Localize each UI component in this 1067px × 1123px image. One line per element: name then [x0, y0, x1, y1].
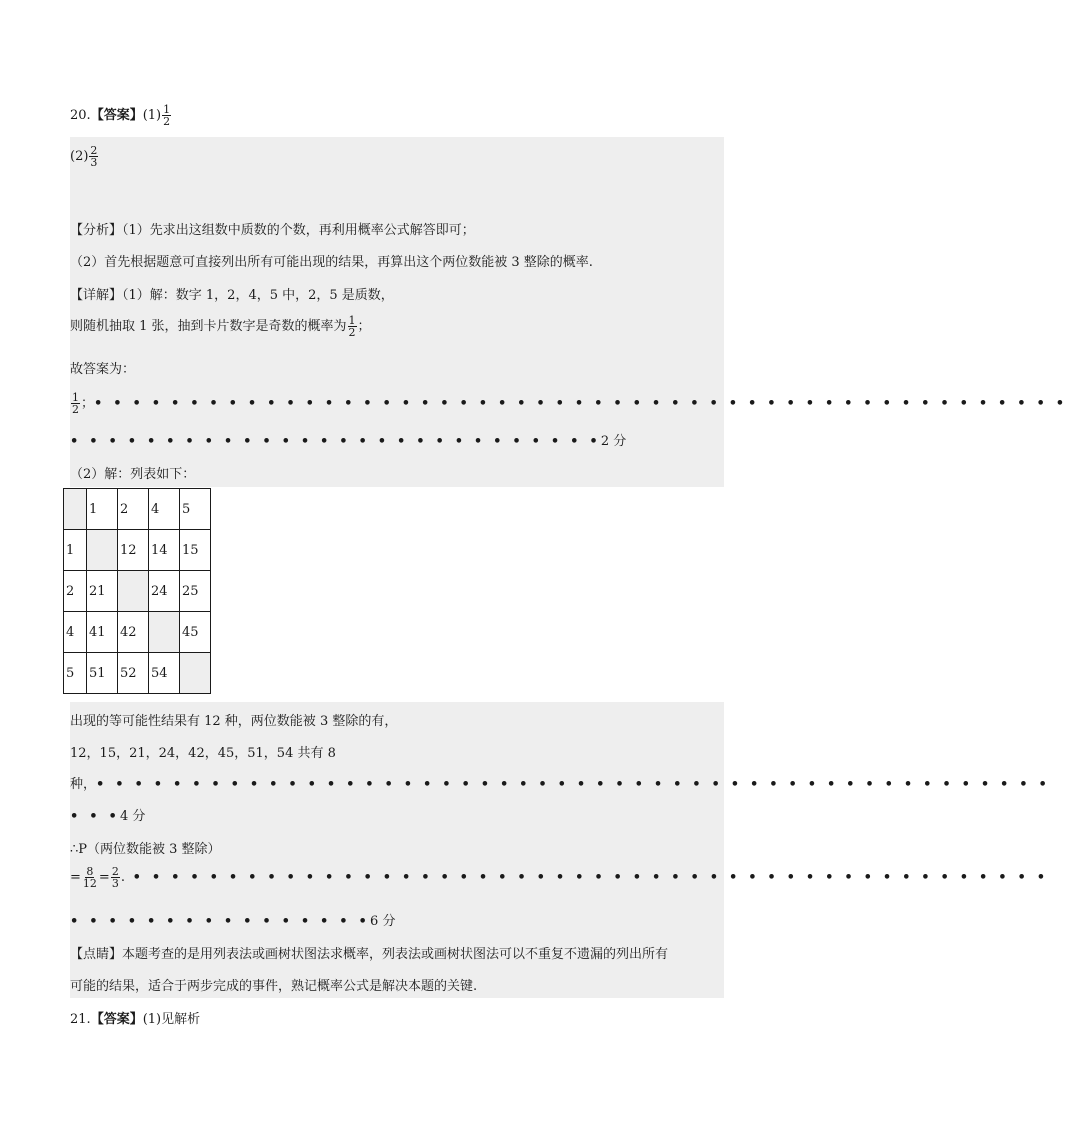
fraction-numerator: 8	[86, 865, 94, 878]
table-row	[64, 653, 211, 694]
prob-eq-line	[70, 865, 1049, 890]
q20-part2-fraction	[89, 145, 98, 168]
result-kind: 种，	[70, 777, 97, 792]
score3: 6 分	[370, 914, 396, 929]
q21-answer-line	[70, 1008, 200, 1027]
q20-part1-fraction	[162, 104, 171, 127]
answer-dots-line	[70, 391, 1067, 416]
dot-leader: • • • • • • • • • • • • • • • • • • • • • • • • • • • • • • • • • • • • • • • • • • • • • • • • • •	[96, 777, 1051, 792]
q20-part2-label: (2)	[70, 149, 89, 164]
table-cell: 51	[87, 653, 118, 694]
table-cell: 12	[118, 530, 149, 571]
dot-leader: • • • • • • • • • • • • • • • •	[70, 914, 371, 929]
so-answer-line: 故答案为：	[70, 362, 136, 377]
fraction-denominator: 3	[90, 156, 98, 169]
dot-leader: • • • • • • • • • • • • • • • • • • • • • • • • • • • • • • • • • • • • • • • • • • • • • • • • • • •	[94, 396, 1067, 411]
score3-line	[70, 910, 395, 929]
detail-line: 【详解】（1）解：数字 1，2，4，5 中，2，5 是质数，	[70, 288, 394, 303]
table-cell: 4	[149, 489, 180, 530]
detail-end: ；	[357, 319, 371, 334]
fraction-denominator: 2	[72, 403, 79, 416]
detail-line-2	[70, 315, 371, 338]
table-cell: 42	[118, 612, 149, 653]
prob-end: .	[120, 870, 125, 885]
table-cell	[118, 571, 149, 612]
score1: 2 分	[600, 434, 627, 449]
fraction-denominator: 12	[82, 877, 97, 890]
table-cell: 52	[118, 653, 149, 694]
eq-sign-2: =	[98, 870, 110, 885]
detail-text: 则随机抽取 1 张，抽到卡片数字是奇数的概率为	[70, 319, 347, 334]
table-cell: 24	[149, 571, 180, 612]
table-cell: 15	[180, 530, 211, 571]
q20-part1-label: (1)	[142, 108, 162, 123]
result-line-1: 出现的等可能性结果有 12 种，两位数能被 3 整除的有，	[70, 714, 398, 729]
prob-fraction-1	[82, 866, 98, 889]
dot-leader: • • • • • • • • • • • • • • • • • • • • • • • • • • • • • • • • • • • • • • • • • • • • • • • •	[124, 870, 1049, 885]
table-cell: 2	[64, 571, 87, 612]
fraction-denominator: 2	[163, 115, 171, 128]
q21-answer-tag: 【答案】	[90, 1012, 143, 1027]
table-row	[64, 612, 211, 653]
answer-sep: ；	[81, 396, 95, 411]
table-cell: 25	[180, 571, 211, 612]
answer-fraction	[71, 392, 80, 415]
fraction-numerator: 2	[90, 144, 98, 157]
table-cell: 21	[87, 571, 118, 612]
table-row	[64, 489, 211, 530]
part2-intro: （2）解：列表如下：	[70, 467, 196, 482]
score2-line	[70, 805, 145, 824]
table-cell: 5	[64, 653, 87, 694]
dot-leader: • • • • • • • • • • • • • • • • • • • • • • • • • • • •	[70, 434, 601, 449]
q20-part2-line	[70, 145, 99, 168]
comment-line: 【点睛】本题考查的是用列表法或画树状图法求概率，列表法或画树状图法可以不重复不遗漏的列出所有	[70, 947, 669, 962]
result-line-2: 12，15，21，24，42，45，51，54 共有 8	[70, 746, 336, 761]
q20-answer-line	[70, 104, 172, 127]
q20-number: 20.	[70, 108, 91, 123]
score2: 4 分	[119, 809, 146, 824]
table-cell: 1	[64, 530, 87, 571]
prob-label-line: ∴P（两位数能被 3 整除）	[70, 842, 221, 857]
table-cell	[149, 612, 180, 653]
q21-part1: (1)见解析	[142, 1012, 201, 1027]
table-row	[64, 571, 211, 612]
table-row	[64, 530, 211, 571]
table-cell: 1	[87, 489, 118, 530]
prob-fraction-2	[111, 866, 120, 889]
eq-sign: =	[70, 870, 81, 885]
fraction-numerator: 1	[72, 391, 79, 404]
q20-answer-tag: 【答案】	[90, 108, 143, 123]
fraction-numerator: 2	[111, 865, 119, 878]
table-cell: 41	[87, 612, 118, 653]
fraction-denominator: 3	[111, 877, 119, 890]
fraction-numerator: 1	[163, 103, 171, 116]
score1-line	[70, 430, 626, 449]
result-line-3	[70, 773, 1051, 792]
detail-fraction	[348, 315, 357, 338]
dot-leader: • • •	[70, 809, 120, 824]
table-cell: 14	[149, 530, 180, 571]
table-cell: 45	[180, 612, 211, 653]
q21-number: 21.	[70, 1012, 91, 1027]
analysis-line-2: （2）首先根据题意可直接列出所有可能出现的结果，再算出这个两位数能被 3 整除的概率.	[70, 255, 593, 270]
result-table	[63, 488, 211, 694]
table-cell	[87, 530, 118, 571]
table-cell: 2	[118, 489, 149, 530]
table-cell	[64, 489, 87, 530]
table-cell: 54	[149, 653, 180, 694]
table-cell: 5	[180, 489, 211, 530]
comment-line-2: 可能的结果，适合于两步完成的事件，熟记概率公式是解决本题的关键.	[70, 979, 478, 994]
table-cell	[180, 653, 211, 694]
table-cell: 4	[64, 612, 87, 653]
analysis-line: 【分析】（1）先求出这组数中质数的个数，再利用概率公式解答即可；	[70, 223, 475, 238]
fraction-denominator: 2	[348, 326, 356, 339]
fraction-numerator: 1	[348, 314, 356, 327]
